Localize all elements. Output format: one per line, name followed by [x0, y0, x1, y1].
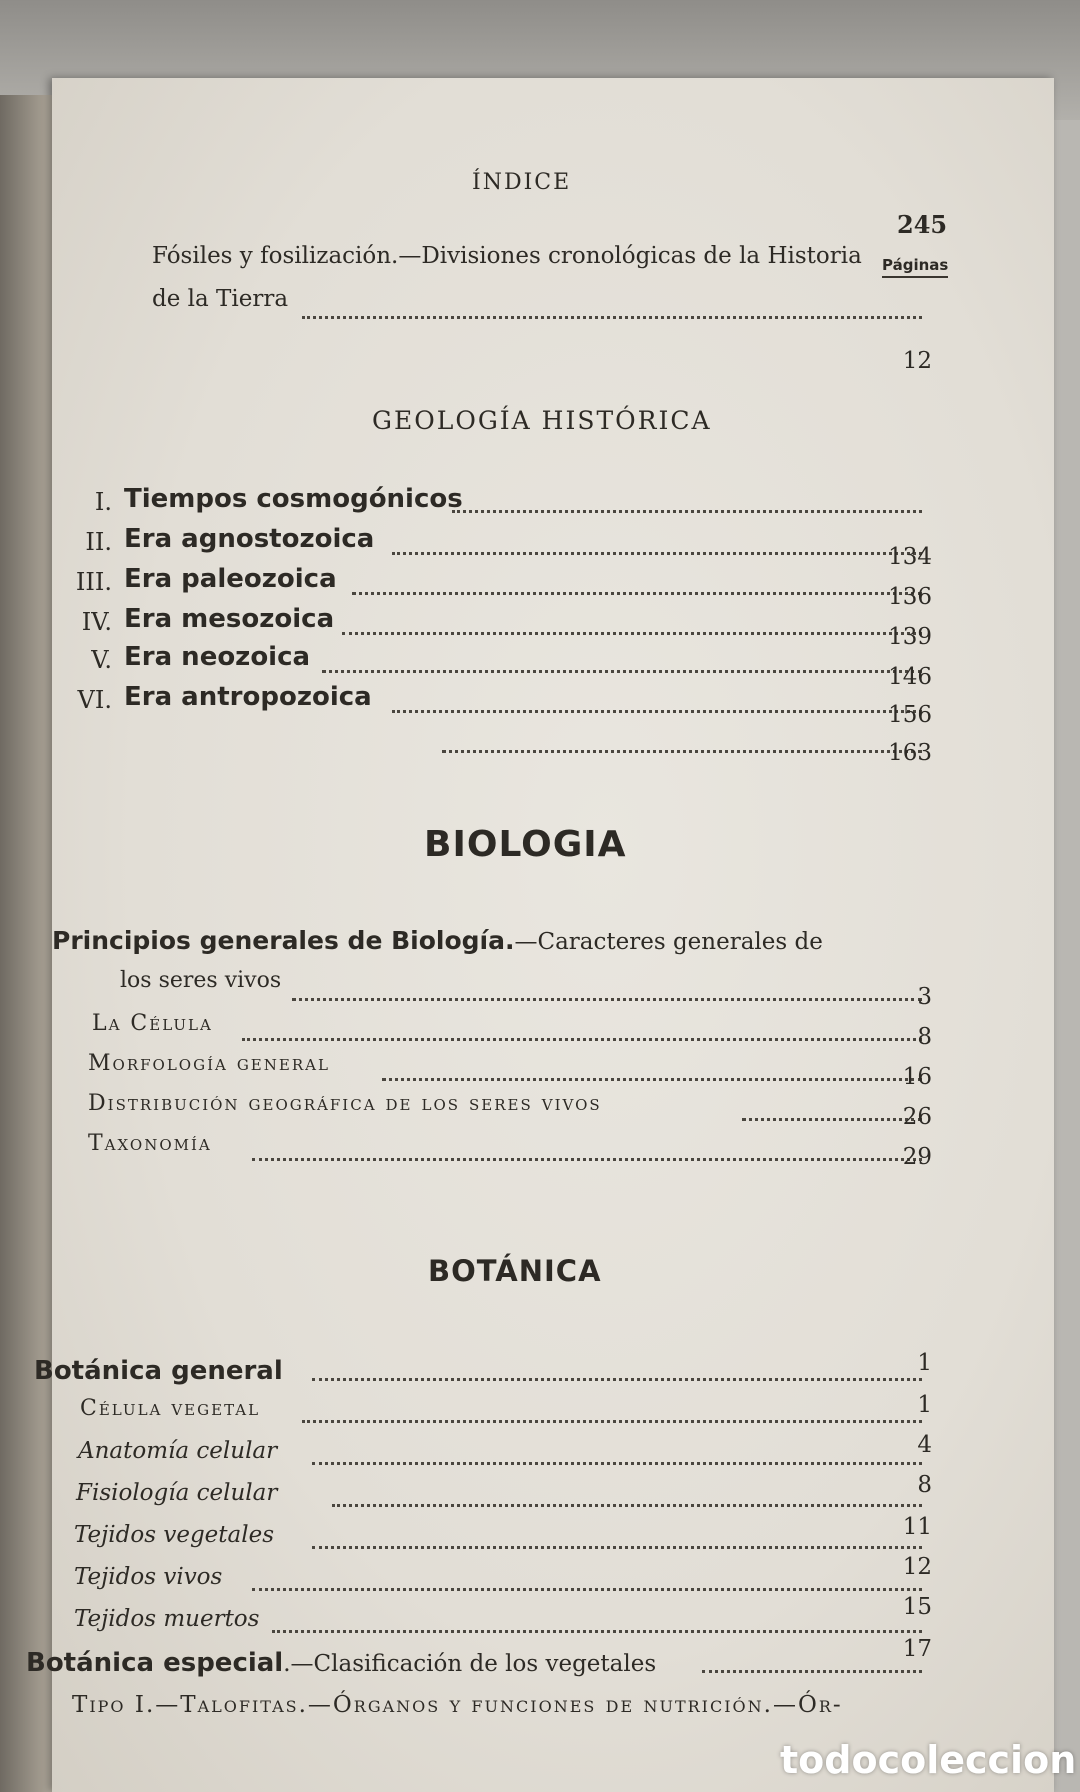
leader-dots [292, 998, 922, 1001]
tipo-line: Tipo I.—Talofitas.—Órganos y funciones de nutrición.—Ór- [72, 1692, 843, 1718]
botanica-general-heading: Botánica general [34, 1356, 283, 1386]
leader-dots [442, 750, 922, 753]
botanica-especial-line [26, 1648, 656, 1678]
entry-page: 15 [902, 1594, 932, 1620]
intro-page: 12 [902, 348, 932, 374]
leader-dots [322, 670, 922, 673]
section-title-geologia: GEOLOGÍA HISTÓRICA [372, 406, 712, 435]
entry-page: 163 [888, 740, 932, 766]
section-title-biologia: BIOLOGIA [424, 824, 627, 865]
leader-dots [332, 1504, 922, 1507]
entry-label: Célula vegetal [80, 1396, 261, 1421]
entry-page: 156 [888, 702, 932, 728]
roman-numeral: V. [91, 646, 112, 674]
intro-line-2: de la Tierra [152, 286, 289, 312]
section-title-botanica: BOTÁNICA [428, 1254, 602, 1288]
entry-label: Anatomía celular [78, 1438, 278, 1464]
leader-dots [392, 710, 922, 713]
entry-label: Morfología general [88, 1051, 330, 1076]
index-title: ÍNDICE [472, 170, 572, 195]
intro-line-1: Fósiles y fosilización.—Divisiones cronológicas de la Historia [152, 243, 862, 269]
watermark-logo: todocoleccion [780, 1738, 1077, 1782]
entry-page: 8 [917, 1024, 932, 1050]
entry-label: Era mesozoica [124, 604, 335, 634]
pages-column-header: Páginas [882, 256, 948, 278]
leader-dots [352, 592, 922, 595]
leader-dots [302, 1420, 922, 1423]
leader-dots [252, 1588, 922, 1591]
entry-label: Distribución geográfica de los seres vivos [88, 1091, 602, 1116]
roman-numeral: I. [94, 488, 112, 516]
entry-page: 12 [902, 1554, 932, 1580]
entry-page: 136 [888, 584, 932, 610]
principios-heading: Principios generales de Biología. [52, 926, 515, 955]
entry-label: Tejidos vegetales [74, 1522, 275, 1548]
leader-dots [242, 1038, 922, 1041]
leader-dots [382, 1078, 922, 1081]
principios-rest: —Caracteres generales de [514, 929, 823, 955]
leader-dots [702, 1670, 922, 1673]
entry-label: Era agnostozoica [124, 524, 375, 554]
entry-label: Tejidos vivos [74, 1564, 223, 1590]
principios-page: 3 [917, 984, 932, 1010]
leader-dots [312, 1546, 922, 1549]
botanica-especial-heading: Botánica especial [26, 1648, 284, 1678]
leader-dots [392, 552, 922, 555]
biologia-principios-line [52, 926, 823, 955]
entry-label: Era neozoica [124, 642, 311, 672]
entry-label: Tejidos muertos [74, 1606, 260, 1632]
roman-numeral: II. [85, 528, 112, 556]
entry-page: 29 [902, 1144, 932, 1170]
entry-page: 16 [902, 1064, 932, 1090]
entry-page: 134 [888, 544, 932, 570]
entry-label: Era paleozoica [124, 564, 337, 594]
entry-label: Tiempos cosmogónicos [124, 484, 463, 514]
book-page [26, 78, 1054, 1792]
entry-label: Era antropozoica [124, 682, 372, 712]
entry-label: La Célula [92, 1011, 213, 1036]
entry-page: 8 [917, 1472, 932, 1498]
entry-page: 1 [917, 1392, 932, 1418]
page-number: 245 [897, 210, 948, 239]
entry-label: Taxonomía [88, 1131, 212, 1156]
roman-numeral: III. [75, 568, 112, 596]
book-spine-edge [0, 95, 60, 1792]
entry-page: 11 [902, 1514, 932, 1540]
leader-dots [312, 1462, 922, 1465]
entry-page: 4 [917, 1432, 932, 1458]
leader-dots [272, 1630, 922, 1633]
entry-page: 139 [888, 624, 932, 650]
leader-dots [252, 1158, 922, 1161]
leader-dots [452, 510, 922, 513]
leader-dots [302, 316, 922, 319]
entry-page: 26 [902, 1104, 932, 1130]
leader-dots [342, 632, 922, 635]
principios-line-2: los seres vivos [120, 968, 282, 993]
roman-numeral: VI. [77, 686, 112, 714]
roman-numeral: IV. [81, 608, 112, 636]
entry-page: 146 [888, 664, 932, 690]
especial-rest: .—Clasificación de los vegetales [283, 1651, 657, 1677]
entry-page: 1 [917, 1350, 932, 1376]
especial-page: 17 [902, 1636, 932, 1662]
entry-label: Fisiología celular [76, 1480, 278, 1506]
leader-dots [312, 1378, 922, 1381]
